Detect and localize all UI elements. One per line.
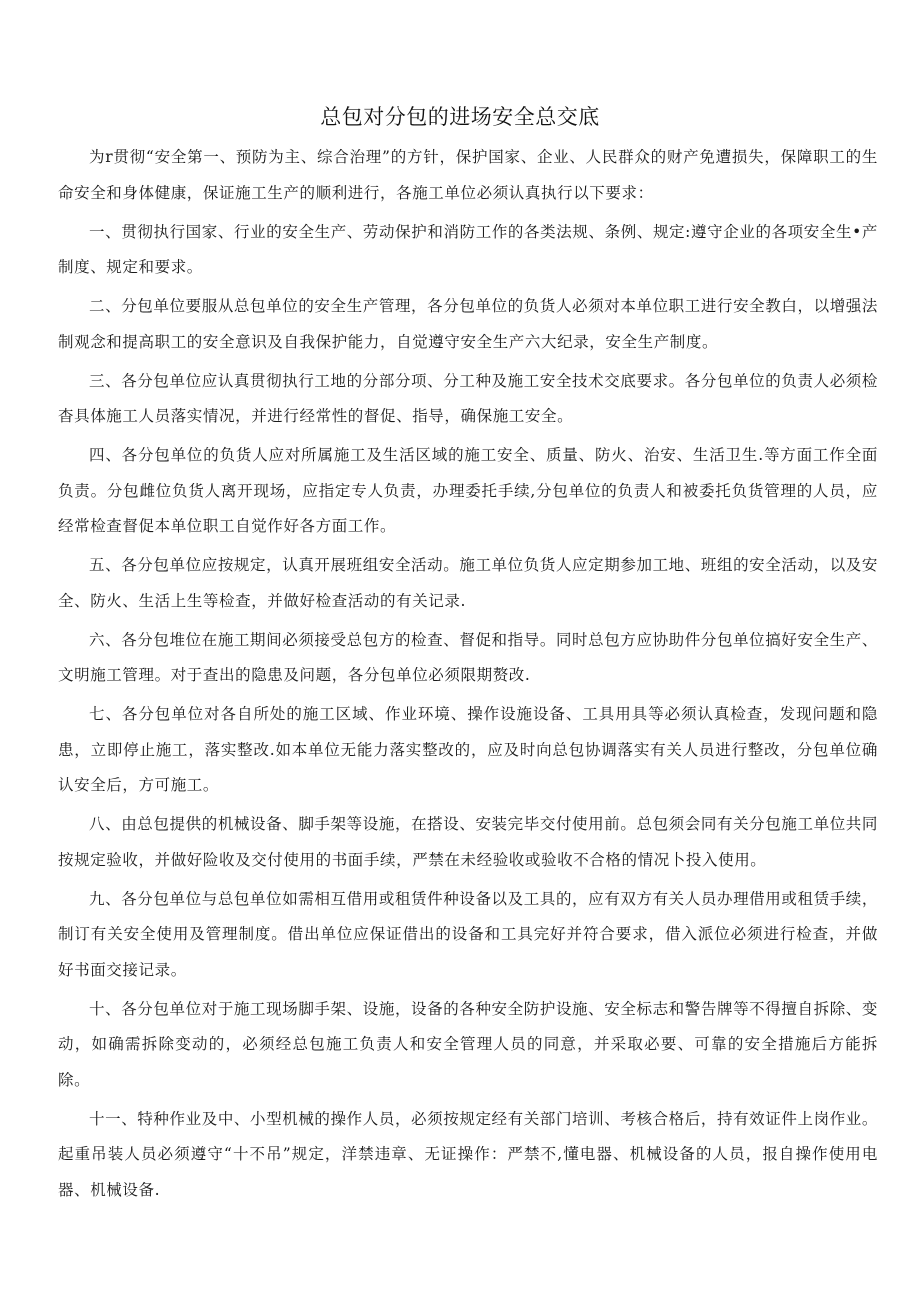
paragraph-clause-4: 四、各分包单位的负货人应对所属施工及生活区域的施工安全、质量、防火、治安、生活卫生.等方面工作全面负责。分包雌位负货人离开现场，应指定专人负责，办理委托手续,分包单位的负责人和被委托负货管理的人员，应经常检查督促本单位职工自觉作好各方面工作。 [58, 446, 878, 535]
paragraph-clause-1: 一、贯彻执行国家、行业的安全生产、劳动保护和消防工作的各类法规、条例、规定:遵守企业的各项安全生•产制度、规定和要求。 [58, 222, 878, 276]
paragraph-intro: 为r贯彻“安全第一、预防为主、综合治理”的方针，保护国家、企业、人民群众的财产免遭损失，保障职工的生命安全和身体健康，保证施工生产的顺利进行，各施工单位必须认真执行以下要求： [58, 148, 878, 202]
paragraph-clause-11: 十一、特种作业及中、小型机械的操作人员，必须按规定经有关部门培训、考核合格后，持有效证件上岗作业。起重吊装人员必须遵守“十不吊”规定，洋禁违章、无证操作：严禁不,懂电器、机械设备的人员，报自操作使用电器、机械设备. [58, 1109, 878, 1199]
paragraph-clause-2: 二、分包单位要服从总包单位的安全生产管理，各分包单位的负货人必须对本单位职工进行安全教白，以增强法制观念和提高职工的安全意识及自我保护能力，自觉遵守安全生产六大纪录，安全生产制度。 [58, 297, 878, 351]
paragraph-clause-6: 六、各分包堆位在施工期间必须接受总包方的检查、督促和指导。同时总包方应协助件分包单位搞好安全生产、文明施工管理。对于查出的隐患及问题，各分包单位必须限期赘改. [58, 630, 878, 684]
document-body [58, 140, 878, 1212]
paragraph-clause-9: 九、各分包单位与总包单位如需相互借用或租赁件种设备以及工具的，应有双方有关人员办理借用或租赁手续，制订有关安全使用及管理制度。借出单位应保证借出的设备和工具完好并符合要求，借入派位必须进行检查，并做好书面交接记录。 [58, 889, 878, 979]
paragraph-clause-8: 八、由总包提供的机械设备、脚手架等设施，在搭设、安装完毕交付使用前。总包须会同有关分包施工单位共同按规定验收，并做好险收及交付使用的书面手续，严禁在未经验收或验收不合格的情况卜投入使用。 [58, 815, 878, 869]
paragraph-clause-10: 十、各分包单位对于施工现场脚手架、设施，设备的各种安全防护设施、安全标志和警告牌等不得擅自拆除、变动，如确需拆除变动的，必须经总包施工负责人和安全管理人员的同意，并采取必要、可靠的安全措施后方能拆除。 [58, 999, 878, 1089]
paragraph-clause-5: 五、各分包单位应按规定，认真开展班组安全活动。施工单位负货人应定期参加工地、班组的安全活动，以及安全、防火、生活上生等检查，并做好检查活动的有关记录. [58, 556, 878, 610]
paragraph-clause-3: 三、各分包单位应认真贯彻执行工地的分部分项、分工种及施工安全技术交底要求。各分包单位的负责人必须检杳具体施工人员落实情况，并进行经常性的督促、指导，确保施工安全。 [58, 371, 878, 425]
document-title: 总包对分包的进场安全总交底 [320, 105, 600, 129]
paragraph-clause-7: 七、各分包单位对各自所处的施工区域、作业环境、操作设施设备、工具用具等必须认真检查，发现问题和隐患，立即停止施工，落实整改.如本单位无能力落实整改的，应及时向总包协调落实有关人员进行整改，分包单位确认安全后，方可施工。 [58, 705, 878, 794]
